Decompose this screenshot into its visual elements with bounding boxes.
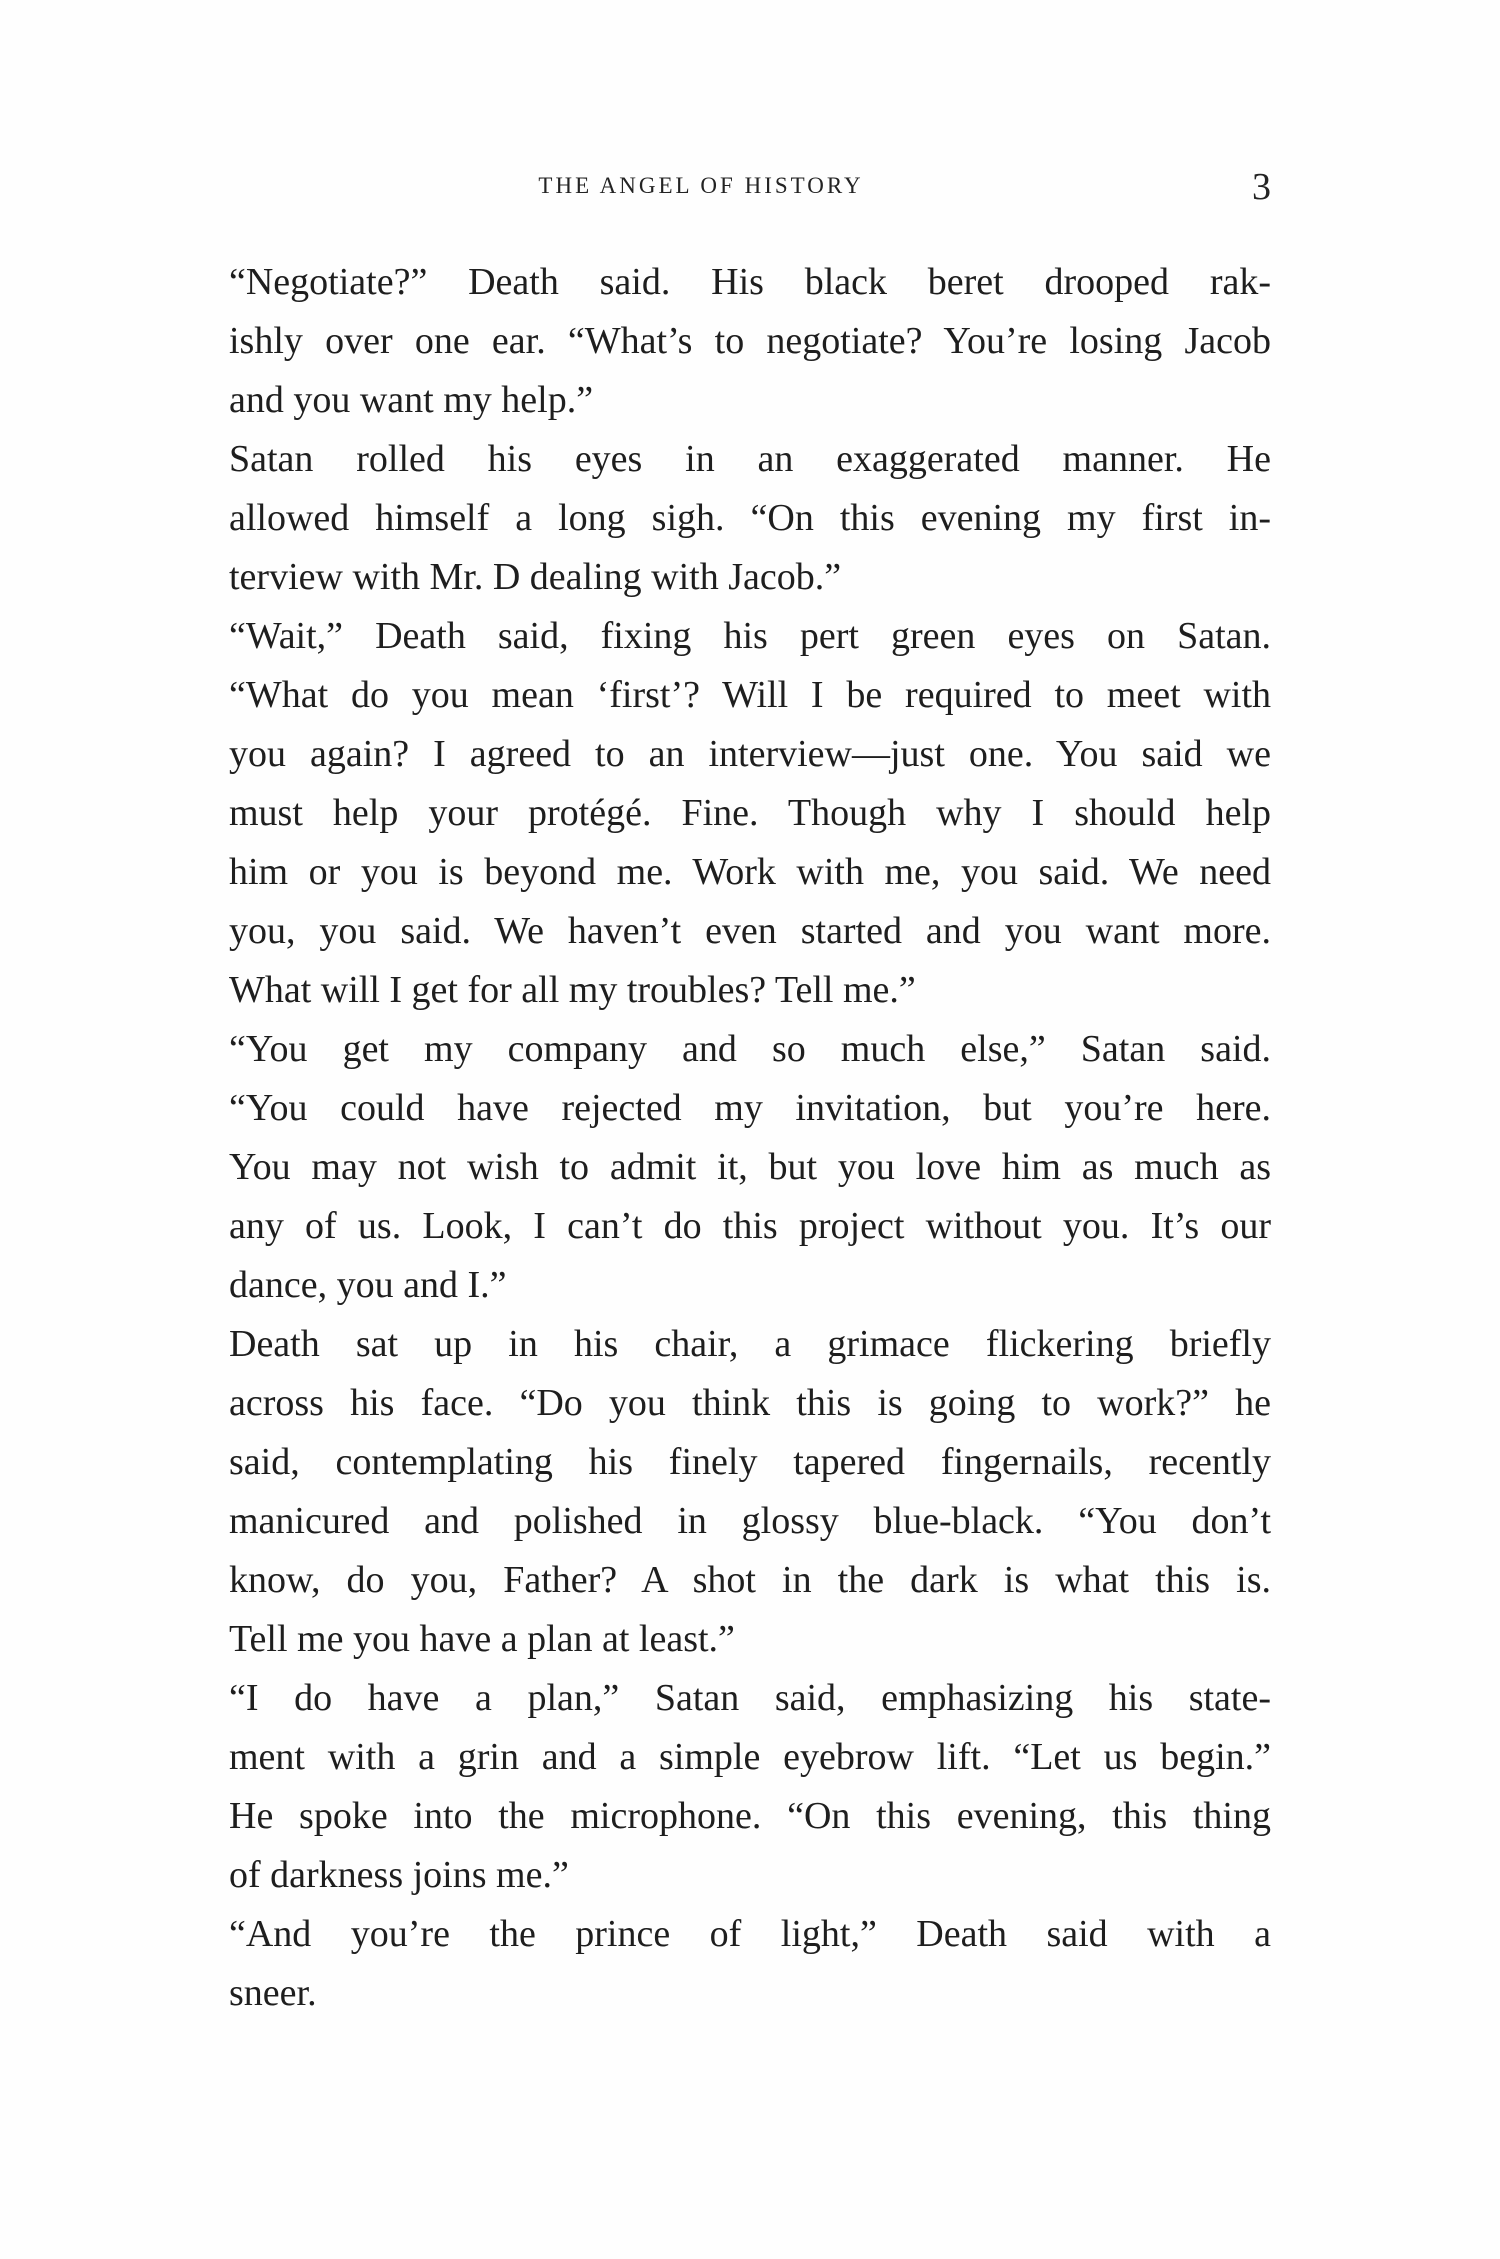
text-line: you again? I agreed to an interview—just one. You said we [229, 733, 1271, 775]
text-line: ishly over one ear. “What’s to negotiate? You’re losing Jacob [229, 320, 1271, 362]
text-line: Death sat up in his chair, a grimace flickering briefly [229, 1323, 1271, 1365]
page-number: 3 [1252, 166, 1271, 208]
running-title: THE ANGEL OF HISTORY [538, 173, 864, 198]
text-line: “You could have rejected my invitation, but you’re here. [229, 1087, 1271, 1129]
paragraph [131, 253, 1271, 430]
text-line: What will I get for all my troubles? Tell me.” [229, 969, 916, 1011]
text-line: know, do you, Father? A shot in the dark is what this is. [229, 1559, 1271, 1601]
text-line: you, you said. We haven’t even started and you want more. [229, 910, 1271, 952]
text-line: “I do have a plan,” Satan said, emphasizing his state- [229, 1677, 1271, 1719]
text-line: “And you’re the prince of light,” Death said with a [229, 1913, 1271, 1955]
text-line: dance, you and I.” [229, 1264, 507, 1306]
text-line: Tell me you have a plan at least.” [229, 1618, 735, 1660]
text-line: and you want my help.” [229, 379, 594, 421]
text-line: “What do you mean ‘first’? Will I be required to meet with [229, 674, 1271, 716]
text-line: “Negotiate?” Death said. His black beret drooped rak- [229, 261, 1271, 303]
text-line: Satan rolled his eyes in an exaggerated manner. He [229, 438, 1271, 480]
paragraph [131, 607, 1271, 1020]
text-line: “Wait,” Death said, fixing his pert green eyes on Satan. [229, 615, 1271, 657]
text-line: allowed himself a long sigh. “On this evening my first in- [229, 497, 1271, 539]
text-line: said, contemplating his finely tapered fingernails, recently [229, 1441, 1271, 1483]
text-line: of darkness joins me.” [229, 1854, 569, 1896]
text-line: terview with Mr. D dealing with Jacob.” [229, 556, 842, 598]
text-line: any of us. Look, I can’t do this project without you. It’s our [229, 1205, 1271, 1247]
text-line: He spoke into the microphone. “On this evening, this thing [229, 1795, 1271, 1837]
paragraph [131, 430, 1271, 607]
text-line: across his face. “Do you think this is going to work?” he [229, 1382, 1271, 1424]
paragraph [131, 1905, 1271, 2023]
body-text [131, 253, 1271, 2023]
text-line: You may not wish to admit it, but you love him as much as [229, 1146, 1271, 1188]
text-line: “You get my company and so much else,” Satan said. [229, 1028, 1271, 1070]
text-line: must help your protégé. Fine. Though why I should help [229, 792, 1271, 834]
running-head [131, 165, 1271, 215]
paragraph [131, 1020, 1271, 1315]
paragraph [131, 1315, 1271, 1669]
text-line: him or you is beyond me. Work with me, you said. We need [229, 851, 1271, 893]
paragraph [131, 1669, 1271, 1905]
text-line: ment with a grin and a simple eyebrow lift. “Let us begin.” [229, 1736, 1271, 1778]
text-line: manicured and polished in glossy blue-black. “You don’t [229, 1500, 1271, 1542]
text-line: sneer. [229, 1972, 317, 2014]
